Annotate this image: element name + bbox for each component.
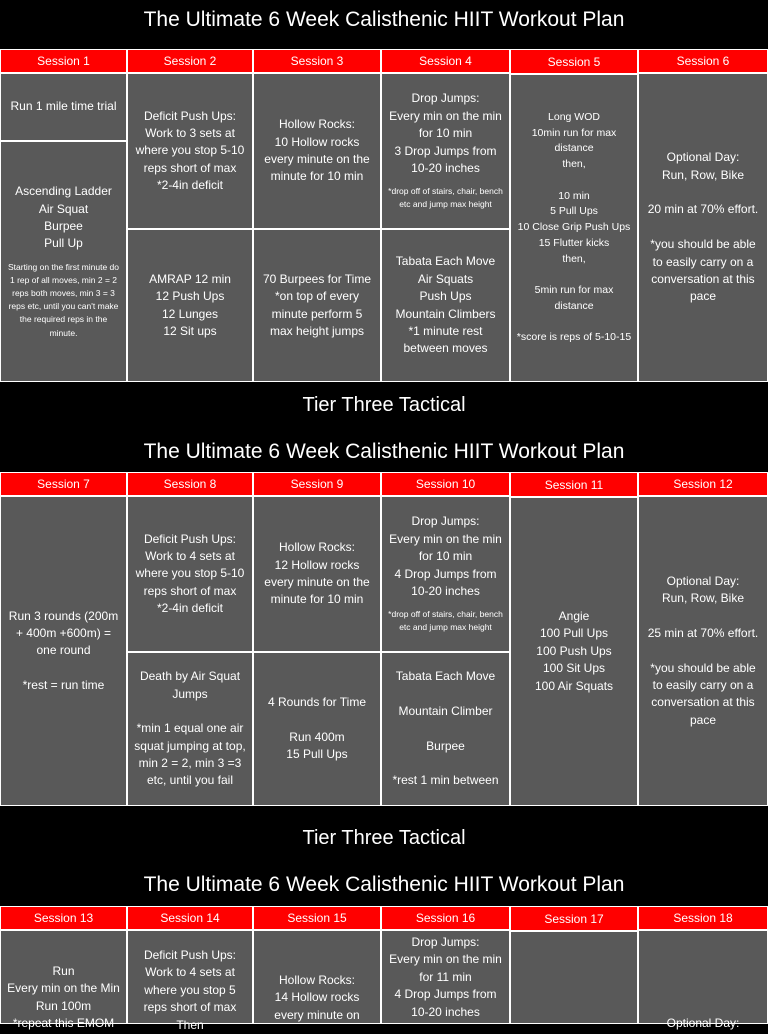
session-1-ladder-note: Starting on the first minute do 1 rep of all moves, min 2 = 2 reps both moves, min 3 = 3 reps etc, until you can't make the required reps in the minute. [7, 261, 120, 338]
session-3-burpees: 70 Burpees for Time *on top of every minute perform 5 max height jumps [253, 229, 381, 382]
session-1-ladder-text: Ascending Ladder Air Squat Burpee Pull Up [15, 184, 112, 251]
session-8-pushups: Deficit Push Ups: Work to 4 sets at where you stop 5-10 reps short of max *2-4in deficit [127, 496, 253, 652]
session-15-header: Session 15 [253, 906, 381, 930]
session-17-header: Session 17 [510, 906, 638, 931]
session-10-drop-jumps [381, 496, 510, 652]
session-10-tabata: Tabata Each Move Mountain Climber Burpee *rest 1 min between [381, 652, 510, 806]
session-14-pushups: Deficit Push Ups: Work to 4 sets at where you stop 5 reps short of max Then [127, 930, 253, 1024]
session-13-run: Run Every min on the Min Run 100m *repeat this EMOM [0, 930, 127, 1024]
session-2-header: Session 2 [127, 49, 253, 73]
session-12-header: Session 12 [638, 472, 768, 496]
session-11-angie: Angie 100 Pull Ups 100 Push Ups 100 Sit Ups 100 Air Squats [510, 497, 638, 806]
session-3-hollow-rocks: Hollow Rocks: 10 Hollow rocks every minute on the minute for 10 min [253, 73, 381, 229]
session-4-drop-jumps-text: Drop Jumps: Every min on the min for 10 min 3 Drop Jumps from 10-20 inches [389, 91, 502, 175]
session-10-header: Session 10 [381, 472, 510, 496]
plan-title-1: The Ultimate 6 Week Calisthenic HIIT Workout Plan [143, 8, 625, 31]
session-13-header: Session 13 [0, 906, 127, 930]
session-15-hollow-rocks: Hollow Rocks: 14 Hollow rocks every minute on [253, 930, 381, 1024]
session-16-drop-jumps: Drop Jumps: Every min on the min for 11 min 4 Drop Jumps from 10-20 inches [381, 930, 510, 1024]
session-9-header: Session 9 [253, 472, 381, 496]
session-11-header: Session 11 [510, 472, 638, 497]
footer-brand-2: Tier Three Tactical [302, 827, 466, 849]
plan-title-2: The Ultimate 6 Week Calisthenic HIIT Workout Plan [143, 440, 625, 463]
session-8-air-squat: Death by Air Squat Jumps *min 1 equal one air squat jumping at top, min 2 = 2, min 3 =3 etc, until you fail [127, 652, 253, 806]
plan-title-3: The Ultimate 6 Week Calisthenic HIIT Workout Plan [143, 873, 625, 896]
session-9-hollow-rocks: Hollow Rocks: 12 Hollow rocks every minute on the minute for 10 min [253, 496, 381, 652]
session-18-header: Session 18 [638, 906, 768, 930]
session-17-cell [510, 931, 638, 1024]
session-6-header: Session 6 [638, 49, 768, 73]
session-14-header: Session 14 [127, 906, 253, 930]
session-8-header: Session 8 [127, 472, 253, 496]
session-10-drop-jumps-note: *drop off of stairs, chair, bench etc and jump max height [388, 609, 503, 633]
session-1-run: Run 1 mile time trial [0, 73, 127, 141]
session-16-header: Session 16 [381, 906, 510, 930]
session-3-header: Session 3 [253, 49, 381, 73]
session-1-ladder [0, 141, 127, 382]
session-4-tabata: Tabata Each Move Air Squats Push Ups Mountain Climbers *1 minute rest between moves [381, 229, 510, 382]
session-5-long-wod: Long WOD 10min run for max distance then, 10 min 5 Pull Ups 10 Close Grip Push Ups 15 Flutter kicks then, 5min run for max distance *score is reps of 5-10-15 [510, 74, 638, 382]
footer-brand-1: Tier Three Tactical [302, 394, 466, 416]
session-1-header: Session 1 [0, 49, 127, 73]
session-18-optional: Optional Day: [638, 930, 768, 1024]
session-4-drop-jumps-note: *drop off of stairs, chair, bench etc and jump max height [388, 186, 503, 210]
session-4-header: Session 4 [381, 49, 510, 73]
session-9-rounds: 4 Rounds for Time Run 400m 15 Pull Ups [253, 652, 381, 806]
session-2-amrap: AMRAP 12 min 12 Push Ups 12 Lunges 12 Sit ups [127, 229, 253, 382]
session-7-header: Session 7 [0, 472, 127, 496]
session-12-optional: Optional Day: Run, Row, Bike 25 min at 70% effort. *you should be able to easily carry on a conversation at this pace [638, 496, 768, 806]
session-10-drop-jumps-text: Drop Jumps: Every min on the min for 10 min 4 Drop Jumps from 10-20 inches [389, 514, 502, 598]
session-5-header: Session 5 [510, 49, 638, 74]
session-4-drop-jumps [381, 73, 510, 229]
session-6-optional: Optional Day: Run, Row, Bike 20 min at 70% effort. *you should be able to easily carry on a conversation at this pace [638, 73, 768, 382]
session-7-run: Run 3 rounds (200m + 400m +600m) = one round *rest = run time [0, 496, 127, 806]
session-2-pushups: Deficit Push Ups: Work to 3 sets at where you stop 5-10 reps short of max *2-4in deficit [127, 73, 253, 229]
